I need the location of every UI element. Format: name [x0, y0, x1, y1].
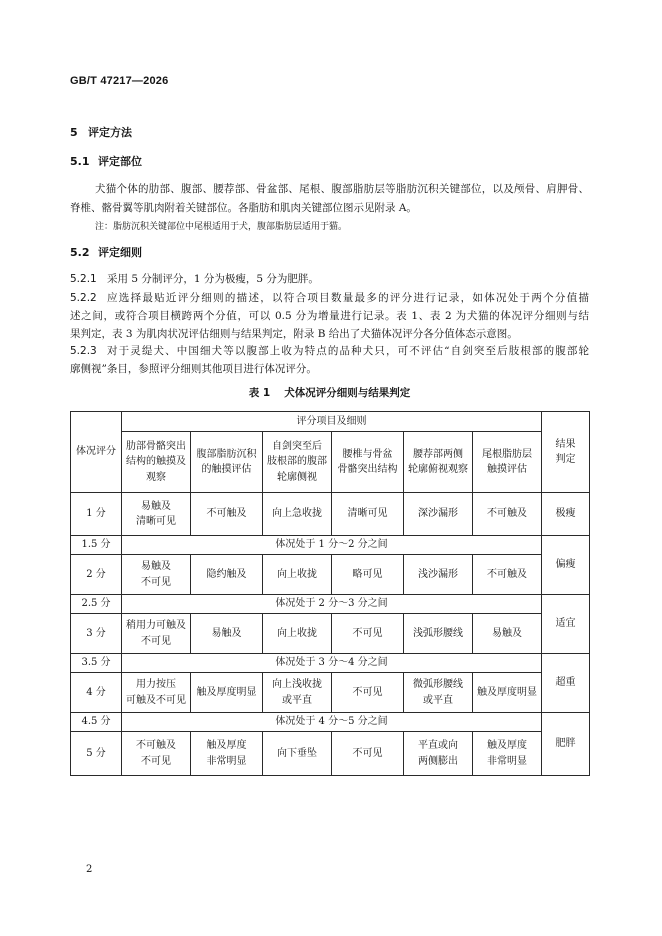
clause-5-2-2-line: 果判定，表 3 为肌肉状况评估细则与结果判定，附录 B 给出了犬猫体况评分各分值体态示意图。: [70, 328, 518, 340]
table-score-cell: 5 分: [71, 732, 122, 776]
table-score-cell: 3.5 分: [71, 654, 122, 673]
clause-5-2-3-number: 5.2.3: [70, 345, 97, 357]
section-5-2-number: 5.2: [70, 246, 90, 259]
table-row: [71, 614, 590, 654]
table-column-header: 自剑突至后 肢根部的腹部 轮廓侧视: [263, 432, 332, 493]
table-criteria-cell: 浅弧形腰线: [404, 614, 473, 654]
table-row: [71, 732, 590, 776]
table-criteria-cell: 不可触及: [191, 493, 263, 536]
table-header-criteria-group: 评分项目及细则: [122, 412, 542, 432]
table-column-header: 腰荐部两侧 轮廓俯视观察: [404, 432, 473, 493]
table-row: [71, 595, 590, 614]
table-criteria-cell: 易触及: [473, 614, 542, 654]
table-criteria-cell: 不可见: [332, 673, 404, 713]
section-5-1-title: 评定部位: [98, 155, 142, 168]
table-row: [71, 536, 590, 555]
table-criteria-cell: 稍用力可触及 不可见: [122, 614, 191, 654]
table-result-cell: 适宜: [542, 595, 590, 654]
table-criteria-cell: 平直或向 两侧膨出: [404, 732, 473, 776]
table-criteria-cell: 易触及 不可见: [122, 555, 191, 595]
table-header-result: 结果 判定: [542, 412, 590, 493]
table-caption: [70, 384, 589, 402]
table-criteria-cell: 向上浅收拢 或平直: [263, 673, 332, 713]
table-row: [71, 713, 590, 732]
table-row: [71, 555, 590, 595]
clause-5-2-3-line: 廓侧视”条目，参照评分细则其他项目进行体况评分。: [70, 363, 317, 375]
table-result-cell: 超重: [542, 654, 590, 713]
table-row: [71, 673, 590, 713]
table-score-cell: 4.5 分: [71, 713, 122, 732]
table-criteria-cell: 触及厚度 非常明显: [473, 732, 542, 776]
table-criteria-cell: 触及厚度 非常明显: [191, 732, 263, 776]
table-score-cell: 4 分: [71, 673, 122, 713]
section-5-number: 5: [70, 126, 78, 139]
table-score-cell: 2.5 分: [71, 595, 122, 614]
standard-code: GB/T 47217—2026: [70, 75, 169, 87]
table-column-header: 肋部骨骼突出 结构的触摸及 观察: [122, 432, 191, 493]
table-criteria-cell: 不可触及: [473, 493, 542, 536]
table-criteria-cell: 浅沙漏形: [404, 555, 473, 595]
table-criteria-cell: 用力按压 可触及不可见: [122, 673, 191, 713]
table-criteria-cell: 向下垂坠: [263, 732, 332, 776]
table-row: [71, 493, 590, 536]
table-criteria-cell: 不可触及: [473, 555, 542, 595]
table-criteria-cell: 深沙漏形: [404, 493, 473, 536]
table-criteria-cell: 略可见: [332, 555, 404, 595]
table-criteria-cell: 不可见: [332, 614, 404, 654]
section-5-1-paragraph-line: 犬猫个体的肋部、腹部、腰荐部、骨盆部、尾根、腹部脂肪层等脂肪沉积关键部位，以及颅骨、肩胛骨、: [95, 183, 589, 195]
table-score-range-cell: 体况处于 4 分～5 分之间: [122, 713, 542, 732]
table-result-cell: 肥胖: [542, 713, 590, 776]
table-score-cell: 1 分: [71, 493, 122, 536]
table-criteria-cell: 清晰可见: [332, 493, 404, 536]
table-criteria-cell: 触及厚度明显: [191, 673, 263, 713]
table-header-score: 体况评分: [71, 412, 122, 493]
clause-5-2-2-line: 述之间，或符合项目横跨两个分值，可以 0.5 分为增量进行记录。表 1、表 2 为犬猫的体况评分细则与结: [70, 310, 589, 322]
table-criteria-cell: 向上急收拢: [263, 493, 332, 536]
table-criteria-cell: 向上收拢: [263, 555, 332, 595]
table-row: [71, 654, 590, 673]
dog-body-condition-table: [70, 411, 590, 776]
table-result-cell: 极瘦: [542, 493, 590, 536]
table-column-header: 腰椎与骨盆 骨骼突出结构: [332, 432, 404, 493]
table-caption-label: 表 1: [248, 387, 271, 399]
section-5-1-number: 5.1: [70, 155, 90, 168]
clause-5-2-1-line: 采用 5 分制评分，1 分为极瘦，5 分为肥胖。: [107, 273, 319, 285]
section-5-1-paragraph-line: 脊椎、髂骨翼等肌肉附着关键部位。各脂肪和肌肉关键部位图示见附录 A。: [70, 202, 417, 214]
table-score-cell: 2 分: [71, 555, 122, 595]
clause-5-2-3-line: 对于灵缇犬、中国细犬等以腹部上收为特点的品种犬只，可不评估“自剑突至后肢根部的腹部轮: [107, 345, 589, 357]
table-column-header: 腹部脂肪沉积 的触摸评估: [191, 432, 263, 493]
table-criteria-cell: 不可触及 不可见: [122, 732, 191, 776]
table-caption-title: 犬体况评分细则与结果判定: [284, 387, 411, 399]
table-criteria-cell: 易触及 清晰可见: [122, 493, 191, 536]
clause-5-2-1-number: 5.2.1: [70, 273, 97, 285]
section-5-1-note: 注：脂肪沉积关键部位中尾根适用于犬，腹部脂肪层适用于猫。: [95, 222, 348, 232]
section-5-title: 评定方法: [88, 126, 132, 139]
table-criteria-cell: 易触及: [191, 614, 263, 654]
table-score-cell: 1.5 分: [71, 536, 122, 555]
clause-5-2-2-number: 5.2.2: [70, 292, 97, 304]
table-score-cell: 3 分: [71, 614, 122, 654]
clause-5-2-2-line: 应选择最贴近评分细则的描述，以符合项目数量最多的评分进行记录，如体况处于两个分值描: [107, 292, 589, 304]
table-score-range-cell: 体况处于 1 分～2 分之间: [122, 536, 542, 555]
section-5-2-title: 评定细则: [98, 246, 142, 259]
table-result-cell: 偏瘦: [542, 536, 590, 595]
table-criteria-cell: 向上收拢: [263, 614, 332, 654]
table-criteria-cell: 触及厚度明显: [473, 673, 542, 713]
table-header-row: [71, 412, 590, 432]
page-number: 2: [86, 864, 93, 875]
table-criteria-cell: 隐约触及: [191, 555, 263, 595]
table-column-header: 尾根脂肪层 触摸评估: [473, 432, 542, 493]
table-score-range-cell: 体况处于 3 分～4 分之间: [122, 654, 542, 673]
table-criteria-cell: 不可见: [332, 732, 404, 776]
table-criteria-cell: 微弧形腰线 或平直: [404, 673, 473, 713]
table-score-range-cell: 体况处于 2 分～3 分之间: [122, 595, 542, 614]
table-header-row: [71, 432, 590, 493]
